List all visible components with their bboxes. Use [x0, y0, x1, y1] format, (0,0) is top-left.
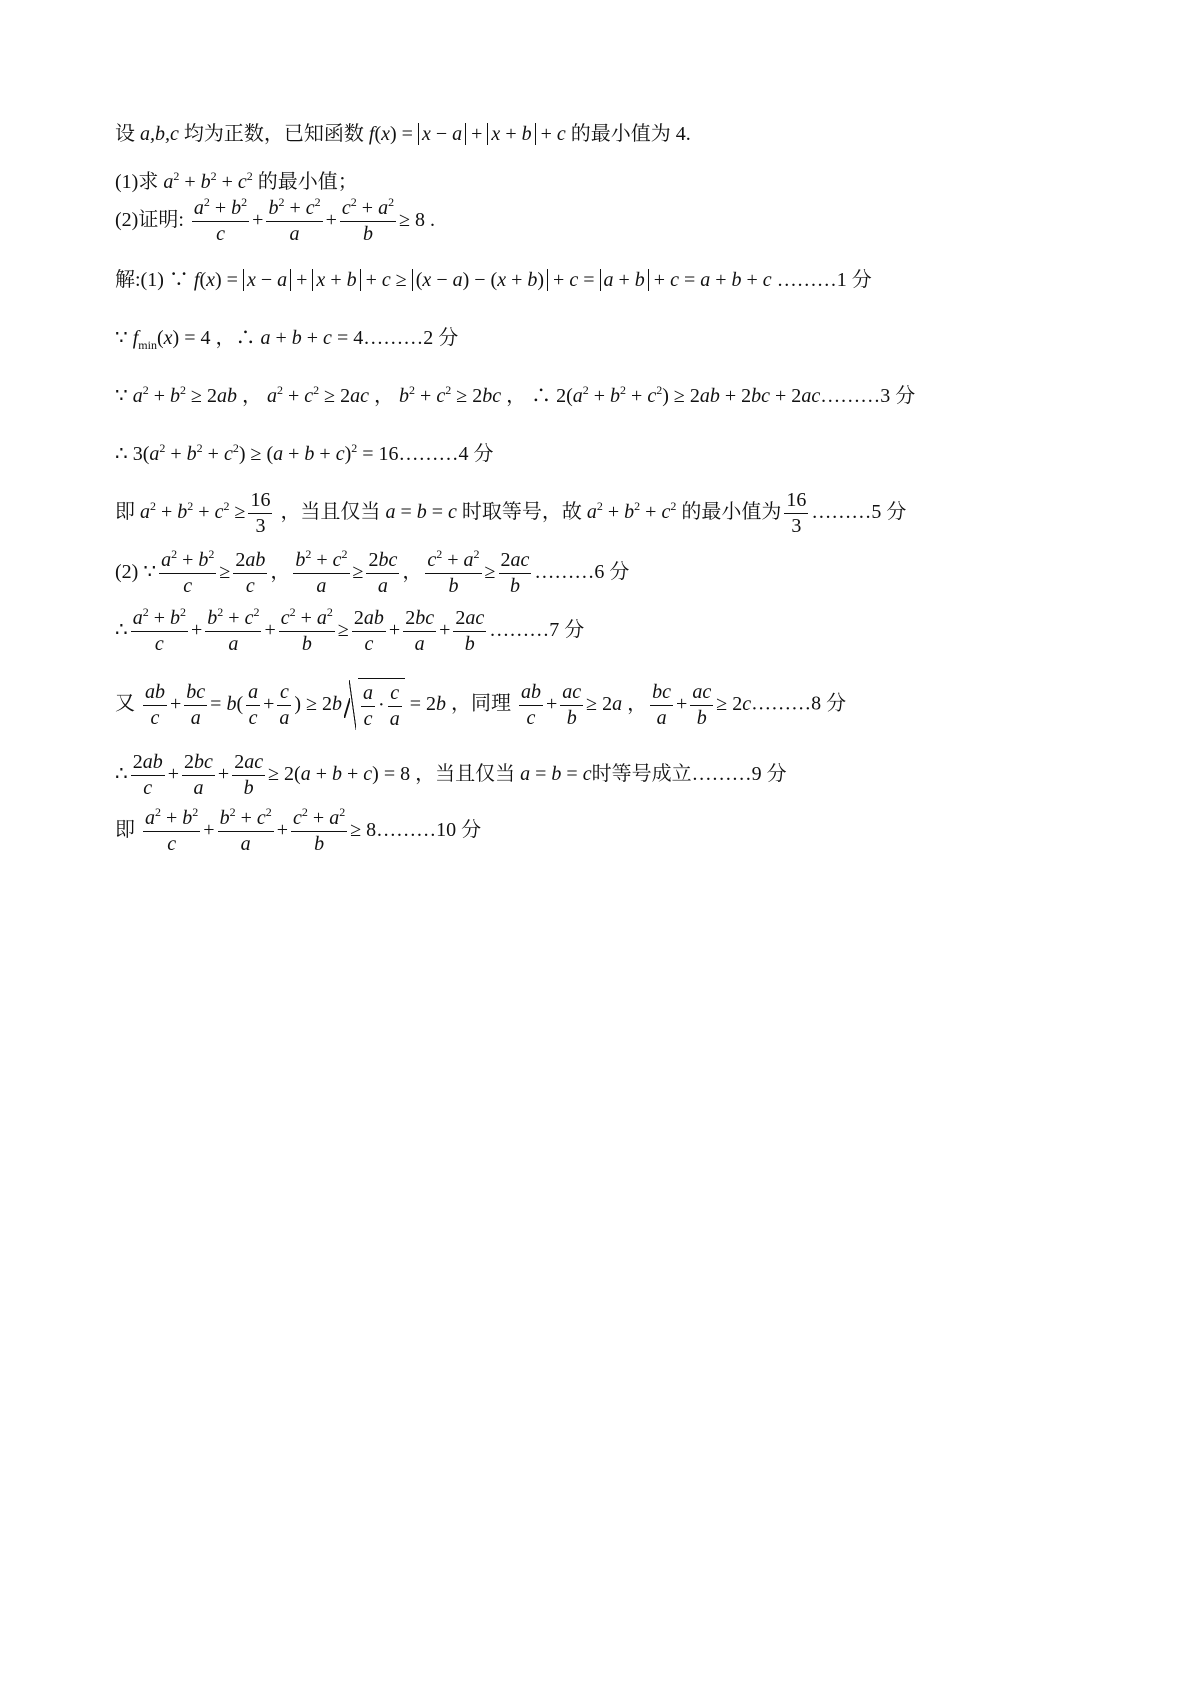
solution-step-6: (2) ∵ $\frac{a^2 + b^2}{c}$ ≥ $\frac{2ab}{c}$ ， $\frac{b^2 + c^2}{a}$ ≥ $\frac{2bc}{a}$ ， $\frac{c^2 + a^2}{b}$ ≥ $\frac{2ac}{b}$ ………6 分 [115, 547, 630, 597]
solution-step-7: ∴ $\frac{a^2 + b^2}{c}$ + $\frac{b^2 + c^2}{a}$ + $\frac{c^2 + a^2}{b}$ ≥ $\frac{2ab}{c}$ + $\frac{2bc}{a}$ + $\frac{2ac}{b}$ ………7 分 [115, 605, 585, 655]
solution-step-3: ∵ $a^2 + b^2 \ge 2ab$ ， $a^2 + c^2 \ge 2ac$ ， $b^2 + c^2 \ge 2bc$ ， ∴ $2(a^2 + b^2 + c^2) \ge 2ab + 2bc$ + 2ac………3 分 [115, 383, 916, 407]
solution-step-10: 即 $\frac{a^2 + b^2}{c}$ + $\frac{b^2 + c^2}{a}$ + $\frac{c^2 + a^2}{b}$ ≥ 8………10 分 [115, 805, 482, 855]
solution-step-9: ∴ $\frac{2ab}{c}$ + $\frac{2bc}{a}$ + $\frac{2ac}{b}$ ≥ 2(a + b + c) = 8 ，当且仅当 a = b = c时等号成立………9 分 [115, 751, 787, 799]
solution-step-5: 即 $a^2 + b^2 + c^2$ ≥ $\frac{16}{3}$ ，当且仅当 a = b = c 时取等号，故 $a^2 + b^2 + c^2$ 的最小值为 $\frac{16}{3}$ ………5 分 [115, 489, 907, 537]
solution-step-4: ∴ $3(a^2 + b^2 + c^2) \ge (a + b + c)^2$ = 16………4 分 [115, 441, 494, 465]
solution-step-8: 又 $\frac{ab}{c}$ + $\frac{bc}{a}$ = b( $\frac{a}{c}$ + $\frac{c}{a}$ ) ≥ 2b $\frac{a}{c}$ · $\frac{c}{a}$ = 2b ，同理 $\frac{ab}{c}$ + $\frac{ac}{b}$ ≥ 2a ， $\frac{bc}{a}$ + $\frac{ac}{b}$ ≥ 2c………8 分 [115, 678, 846, 732]
question-2: (2)证明: $\frac{a^2 + b^2}{c}$ + $\frac{b^2 + c^2}{a}$ + $\frac{c^2 + a^2}{b}$ ≥ 8 . [115, 195, 436, 245]
problem-intro: 设 a,b,c 均为正数，已知函数 f(x) = x − a + x + b + c 的最小值为 4. [115, 123, 691, 145]
solution-step-1: 解:(1) ∵ f(x) = x − a + x + b + c ≥ (x − a) − (x + b) + c = a + b + c = a + b + c ………1 分 [115, 269, 872, 291]
question-1: (1)求 $a^2 + b^2 + c^2$ 的最小值； [115, 169, 358, 193]
solution-step-2: ∵ $f_{min}(x) = 4$ ，∴ a + b + c = 4………2 分 [115, 327, 459, 352]
function-def: f(x) = x − a + x + b + c [368, 123, 566, 145]
